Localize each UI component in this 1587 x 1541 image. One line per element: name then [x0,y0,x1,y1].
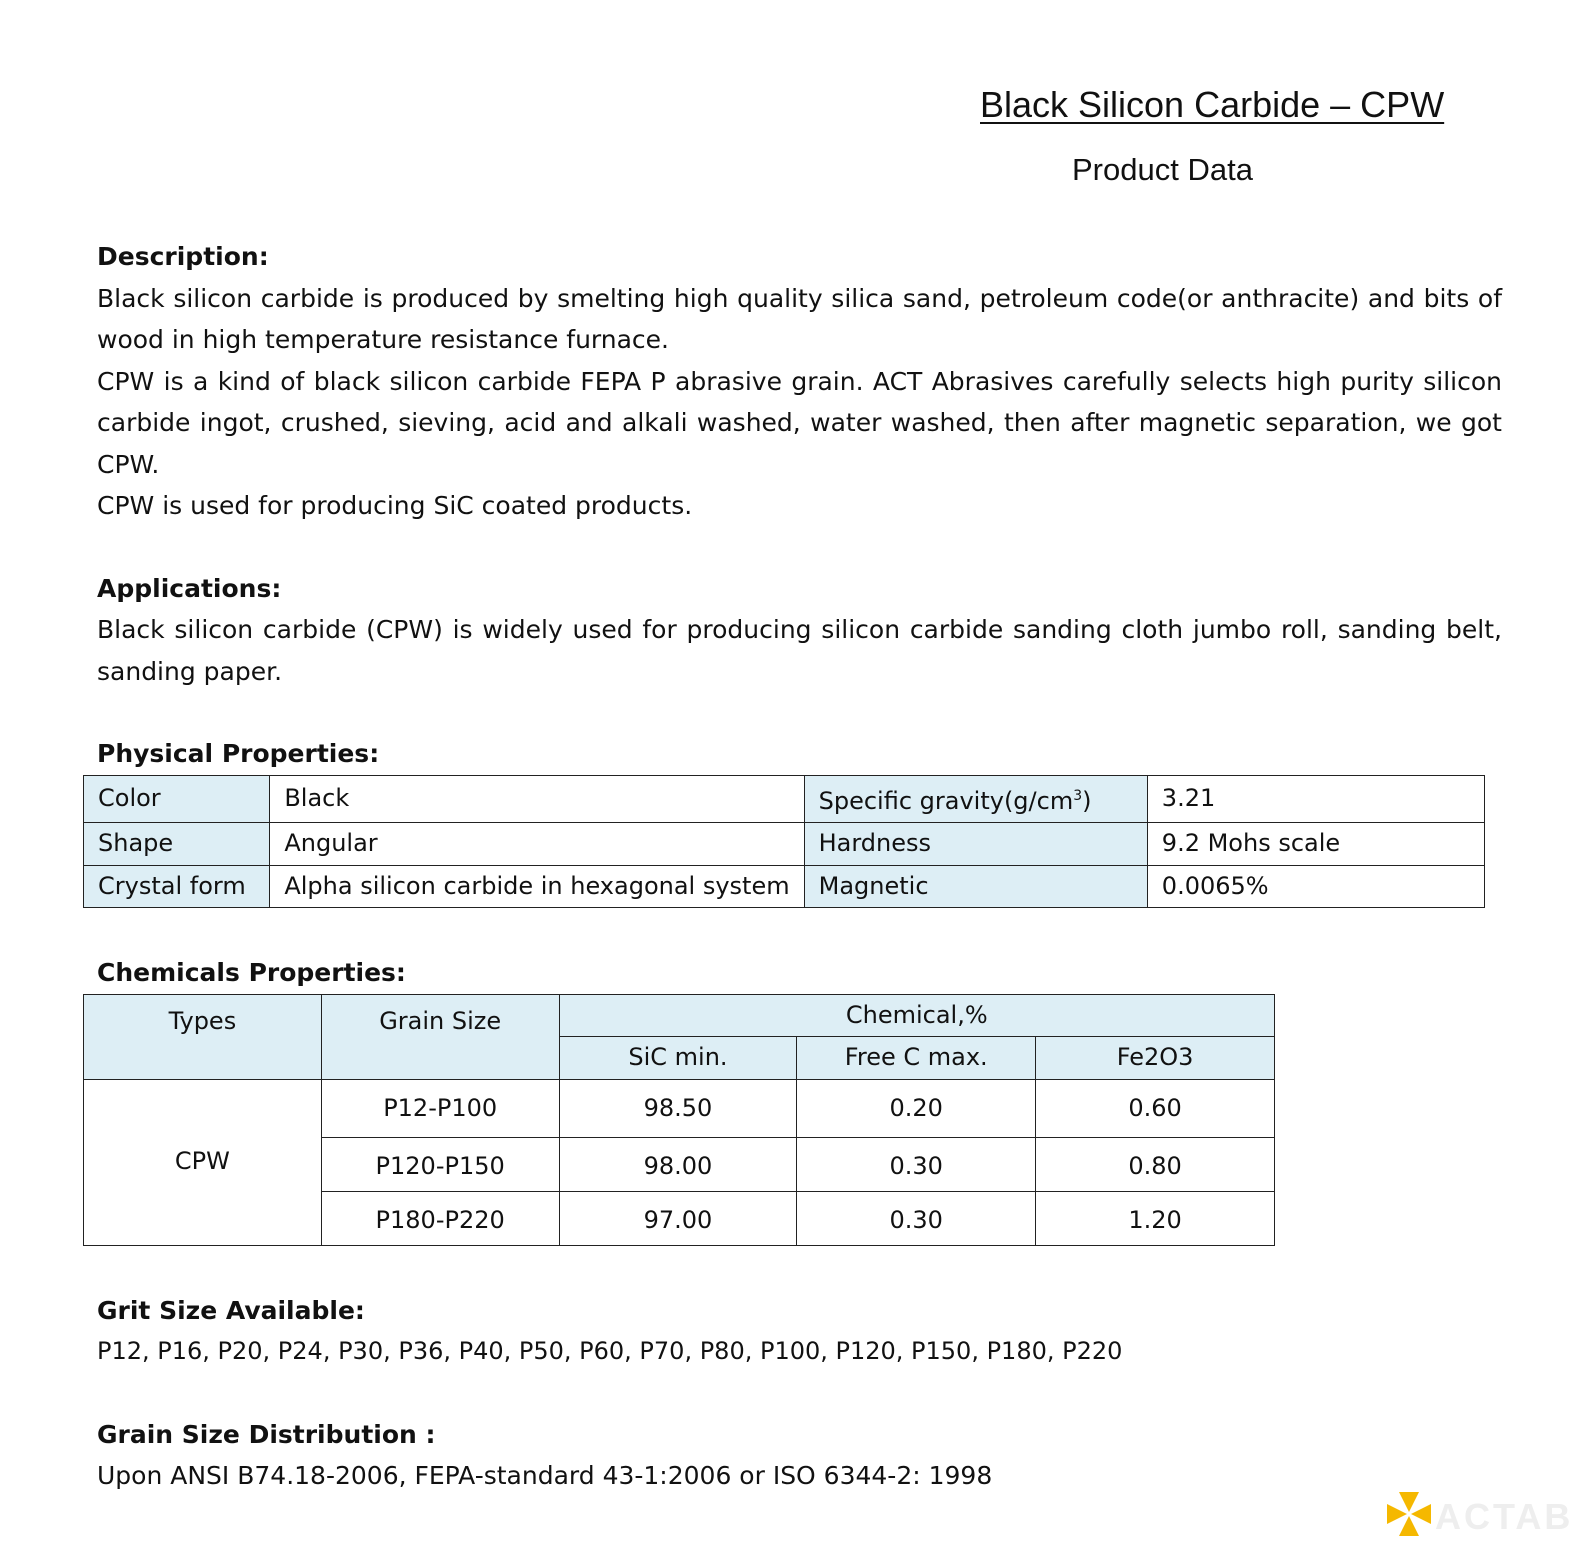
applications-heading: Applications: [97,573,282,603]
column-header-grain-size: Grain Size [321,994,559,1079]
grain-cell: P12-P100 [321,1079,559,1137]
property-value: 3.21 [1147,775,1484,823]
property-label: Shape [84,823,270,866]
chemical-heading: Chemicals Properties: [97,958,406,987]
fe2o3-cell: 0.60 [1036,1079,1275,1137]
description-paragraph-3: CPW is used for producing SiC coated products. [97,491,693,520]
type-cell: CPW [84,1079,322,1245]
property-label: Hardness [804,823,1147,866]
description-heading: Description: [97,242,269,271]
free-c-cell: 0.20 [797,1079,1036,1137]
logo-mark-icon [1385,1490,1433,1537]
grit-list: P12, P16, P20, P24, P30, P36, P40, P50, P60, P70, P80, P100, P120, P150, P180, P220 [97,1337,1123,1365]
superscript: 3 [1073,787,1083,804]
property-label-end: ) [1082,786,1092,815]
chemical-properties-table [83,994,1275,1246]
fe2o3-cell: 0.80 [1036,1137,1275,1191]
distribution-heading: Grain Size Distribution : [97,1419,436,1449]
property-value: 9.2 Mohs scale [1147,823,1484,866]
free-c-cell: 0.30 [797,1191,1036,1245]
document-title: Black Silicon Carbide – CPW [980,84,1445,125]
physical-properties-table [83,775,1485,909]
sic-cell: 98.00 [559,1137,797,1191]
physical-heading: Physical Properties: [97,739,380,768]
property-value: Alpha silicon carbide in hexagonal system [270,865,804,908]
property-value: 0.0065% [1147,865,1484,908]
grain-cell: P120-P150 [321,1137,559,1191]
column-header-types: Types [84,994,322,1079]
column-header-fe2o3: Fe2O3 [1036,1037,1275,1080]
property-label: Crystal form [84,865,270,908]
grain-cell: P180-P220 [321,1191,559,1245]
property-label: Magnetic [804,865,1147,908]
column-header-sic: SiC min. [559,1037,797,1080]
property-label: Color [84,775,270,823]
logo-text: ACTAB [1435,1496,1574,1537]
description-paragraph-1: Black silicon carbide is produced by smelting high quality silica sand, petroleum code(or anthracite) and bits of wood in high temperature resistance furnace. [97,283,1502,354]
sic-cell: 98.50 [559,1079,797,1137]
property-value: Angular [270,823,804,866]
grit-heading: Grit Size Available: [97,1295,365,1325]
property-label [804,775,1147,823]
document-subtitle: Product Data [1072,152,1253,187]
table-row [84,1079,1275,1137]
description-paragraph-2: CPW is a kind of black silicon carbide FEPA P abrasive grain. ACT Abrasives carefully selects high purity silicon carbide ingot, crushed, sieving, acid and alkali washed, water washed, then after magnetic separation, we got CPW. [97,366,1502,479]
column-header-free-c: Free C max. [797,1037,1036,1080]
applications-text: Black silicon carbide (CPW) is widely used for producing silicon carbide sanding cloth jumbo roll, sanding belt, sanding paper. [97,615,1502,686]
free-c-cell: 0.30 [797,1137,1036,1191]
table-header-row [84,994,1275,1037]
table-row [84,865,1485,908]
property-value: Black [270,775,804,823]
fe2o3-cell: 1.20 [1036,1191,1275,1245]
company-logo [1385,1490,1587,1537]
table-row [84,823,1485,866]
document-body [97,236,1502,1497]
table-row [84,775,1485,823]
sic-cell: 97.00 [559,1191,797,1245]
distribution-text: Upon ANSI B74.18-2006, FEPA-standard 43-1:2006 or ISO 6344-2: 1998 [97,1461,993,1490]
column-header-chemical: Chemical,% [559,994,1274,1037]
property-label-text: Specific gravity(g/cm [818,786,1074,815]
